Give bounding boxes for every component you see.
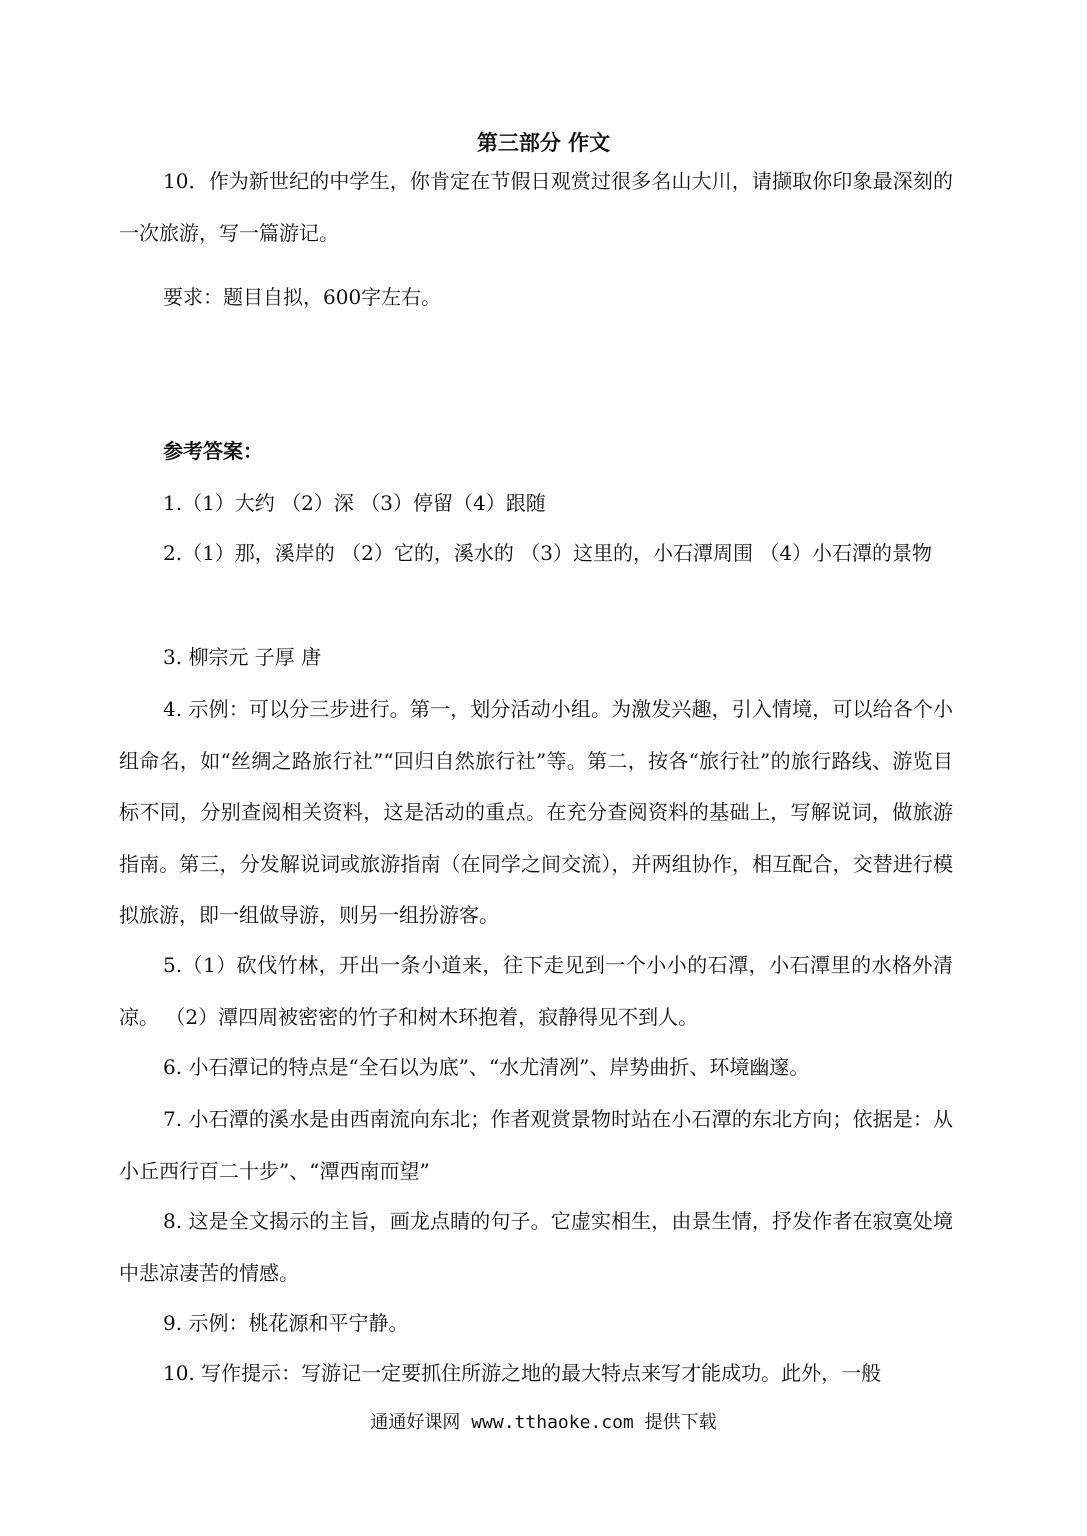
answer-4: 4. 示例：可以分三步进行。第一，划分活动小组。为激发兴趣，引入情境，可以给各个小组命名，如“丝绸之路旅行社”“回归自然旅行社”等。第二，按各“旅行社”的旅行路线、游览目标不同，分别查阅相关资料，这是活动的重点。在充分查阅资料的基础上，写解说词，做旅游指南。第三，分发解说词或旅游指南（在同学之间交流），并两组协作，相互配合，交替进行模拟旅游，即一组做导游，则另一组扮游客。	[119, 697, 953, 927]
answer-9: 9. 示例：桃花源和平宁静。	[163, 1311, 409, 1335]
answers-heading: 参考答案：	[163, 439, 263, 463]
answer-2: 2.（1）那，溪岸的 （2）它的，溪水的 （3）这里的，小石潭周围 （4）小石潭的景物	[163, 541, 933, 565]
essay-prompt: 10．作为新世纪的中学生，你肯定在节假日观赏过很多名山大川，请撷取你印象最深刻的一次旅游，写一篇游记。	[119, 169, 953, 245]
answer-5: 5.（1）砍伐竹林，开出一条小道来，往下走见到一个小小的石潭，小石潭里的水格外清凉。 （2）潭四周被密密的竹子和树木环抱着，寂静得见不到人。	[119, 953, 953, 1029]
section-title: 第三部分 作文	[476, 130, 611, 155]
answer-7: 7. 小石潭的溪水是由西南流向东北；作者观赏景物时站在小石潭的东北方向；依据是：从小丘西行百二十步”、“潭西南而望”	[119, 1107, 953, 1183]
answer-8: 8. 这是全文揭示的主旨，画龙点睛的句子。它虚实相生，由景生情，抒发作者在寂寞处境中悲凉凄苦的情感。	[119, 1209, 953, 1285]
answer-1: 1.（1）大约 （2）深 （3）停留（4）跟随	[163, 491, 546, 515]
answer-10: 10. 写作提示：写游记一定要抓住所游之地的最大特点来写才能成功。此外，一般	[163, 1361, 882, 1385]
essay-requirement: 要求：题目自拟，600字左右。	[163, 285, 442, 309]
footer-source: 通通好课网 www.tthaoke.com 提供下载	[370, 1412, 717, 1433]
answer-3: 3. 柳宗元 子厚 唐	[163, 645, 322, 669]
answer-6: 6. 小石潭记的特点是“全石以为底”、“水尤清冽”、岸势曲折、环境幽邃。	[163, 1055, 810, 1079]
